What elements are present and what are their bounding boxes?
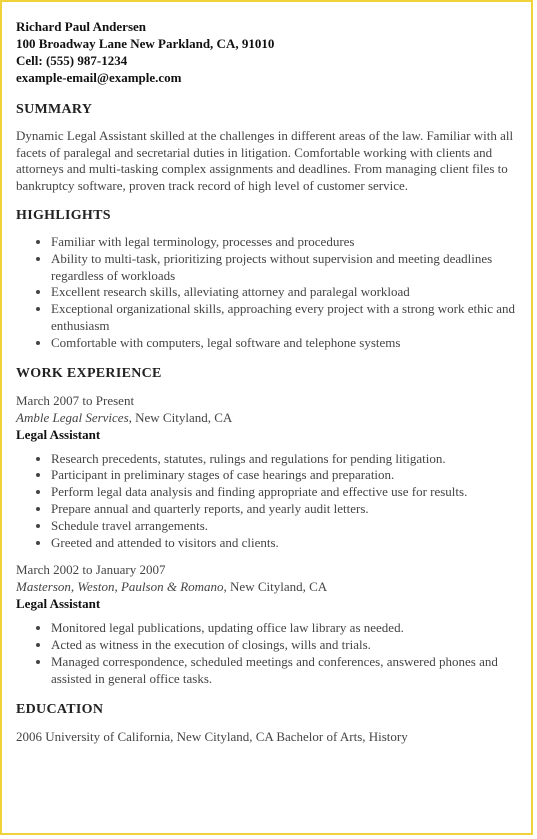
job-company-line [16,578,517,595]
job-title: Legal Assistant [16,596,101,612]
job-entry [16,561,517,687]
candidate-name: Richard Paul Andersen [16,19,147,34]
experience-heading: WORK EXPERIENCE [16,365,162,381]
job-company-line [16,409,517,426]
job-title: Legal Assistant [16,426,101,442]
email: example-email@example.com [16,70,182,85]
list-item: • Ability to multi-task, prioritizing projects without supervision and meeting deadlines regardless of workloads [51,251,517,285]
job-dates: March 2002 to January 2007 [16,562,166,578]
company-name: Masterson, Weston, Paulson & Romano [16,579,224,595]
list-item: • Exceptional organizational skills, approaching every project with a strong work ethic and enthusiasm [51,301,517,335]
list-item: • Excellent research skills, alleviating attorney and paralegal workload [51,284,517,301]
job-duties [16,451,517,552]
job-dates: March 2007 to Present [16,392,135,408]
highlights-heading: HIGHLIGHTS [16,208,111,223]
job-duties [16,620,517,687]
address: 100 Broadway Lane New Parkland, CA, 91010 [16,36,275,51]
list-item: • Greeted and attended to visitors and clients. [51,535,517,552]
company-location: , New Cityland, CA [223,579,328,595]
summary-heading: SUMMARY [16,102,93,117]
company-location: , New Cityland, CA [128,409,233,425]
list-item: • Participant in preliminary stages of case hearings and preparation. [51,467,517,484]
list-item: • Prepare annual and quarterly reports, and yearly audit letters. [51,501,517,518]
highlights-list [16,234,517,352]
list-item: • Research precedents, statutes, rulings and regulations for pending litigation. [51,451,517,468]
education-heading: EDUCATION [16,701,104,717]
list-item: • Perform legal data analysis and finding appropriate and effective use for results. [51,484,517,501]
contact-block [16,18,517,86]
phone: Cell: (555) 987-1234 [16,53,128,68]
list-item: • Schedule travel arrangements. [51,518,517,535]
list-item: • Managed correspondence, scheduled meetings and conferences, answered phones and assisted in general office tasks. [51,654,517,688]
list-item: • Comfortable with computers, legal software and telephone systems [51,335,517,352]
company-name: Amble Legal Services [16,409,129,425]
list-item: • Familiar with legal terminology, processes and procedures [51,234,517,251]
job-entry [16,392,517,552]
list-item: • Monitored legal publications, updating office law library as needed. [51,620,517,637]
summary-text: Dynamic Legal Assistant skilled at the challenges in different areas of the law. Familiar with all facets of paralegal and secretarial duties in litigation. Comfortable working with clients and attorneys and multi-tasking complex assignments and deadlines. From managing client files to bankruptcy software, proven track record of high level of customer service. [16,128,514,193]
education-entry: 2006 University of California, New Cityland, CA Bachelor of Arts, History [16,728,408,744]
list-item: • Acted as witness in the execution of closings, wills and trials. [51,637,517,654]
